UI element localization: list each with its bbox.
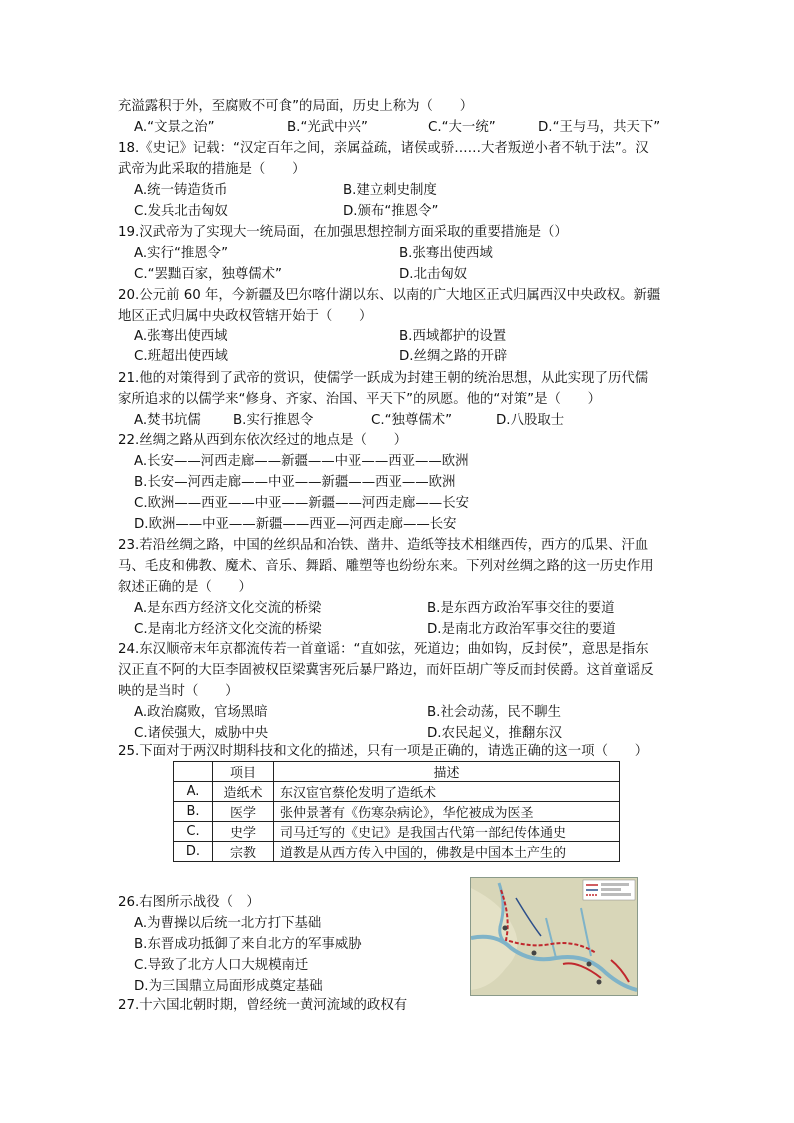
- q26-option-a[interactable]: A.为曹操以后统一北方打下基础: [134, 916, 322, 931]
- q19-option-b[interactable]: B.张骞出使西域: [399, 246, 493, 261]
- table-cell-item: 医学: [213, 802, 274, 822]
- q18-option-a[interactable]: A.统一铸造货币: [134, 183, 228, 198]
- q23-stem-line1: 23.若沿丝绸之路，中国的丝织品和冶铁、凿井、造纸等技术相继西传，西方的瓜果、汗血: [118, 538, 649, 553]
- q24-option-d[interactable]: D.农民起义，推翻东汉: [427, 726, 563, 741]
- table-cell-item: 史学: [213, 822, 274, 842]
- q24-stem-line1: 24.东汉顺帝末年京都流传若一首童谣：“直如弦，死道边；曲如钩，反封侯”，意思是指东: [118, 642, 649, 657]
- q17-option-a[interactable]: A.“文景之治”: [134, 120, 215, 135]
- q22-stem: 22.丝绸之路从西到东依次经过的地点是（ ）: [118, 433, 408, 448]
- q17-option-d[interactable]: D.“王与马，共天下”: [538, 120, 661, 135]
- table-row[interactable]: [174, 802, 620, 822]
- q26-option-d[interactable]: D.为三国鼎立局面形成奠定基础: [134, 979, 323, 994]
- table-header-cell: [174, 762, 213, 782]
- q18-stem-line1: 18.《史记》记载：“汉定百年之间，亲属益疏，诸侯或骄……大者叛逆小者不轨于法”。汉: [118, 141, 649, 156]
- table-header-cell: 描述: [274, 762, 620, 782]
- q25-table: [173, 761, 620, 862]
- q17-option-c[interactable]: C.“大一统”: [428, 120, 496, 135]
- q24-stem-line2: 汉正直不阿的大臣李固被权臣梁冀害死后暴尸路边，而奸臣胡广等反而封侯爵。这首童谣反: [118, 663, 654, 678]
- q23-stem-line2: 马、毛皮和佛教、魔术、音乐、舞蹈、雕塑等也纷纷东来。下列对丝绸之路的这一历史作用: [118, 559, 654, 574]
- table-cell-option: A.: [174, 782, 213, 802]
- table-header-cell: 项目: [213, 762, 274, 782]
- table-cell-description: 张仲景著有《伤寒杂病论》，华佗被成为医圣: [274, 802, 620, 822]
- q26-option-b[interactable]: B.东晋成功抵御了来自北方的军事威胁: [134, 937, 362, 952]
- q19-stem: 19.汉武帝为了实现大一统局面，在加强思想控制方面采取的重要措施是（）: [118, 225, 568, 240]
- q18-stem-line2: 武帝为此采取的措施是（ ）: [118, 162, 306, 177]
- q19-option-a[interactable]: A.实行“推恩令”: [134, 246, 229, 261]
- table-cell-option: C.: [174, 822, 213, 842]
- q22-option-b[interactable]: B.长安—河西走廊——中亚——新疆——西亚——欧洲: [134, 475, 456, 490]
- q18-option-c[interactable]: C.发兵北击匈奴: [134, 204, 228, 219]
- q19-option-c[interactable]: C.“罢黜百家，独尊儒术”: [134, 267, 282, 282]
- table-cell-option: D.: [174, 842, 213, 862]
- q26-option-c[interactable]: C.导致了北方人口大规模南迁: [134, 958, 309, 973]
- table-row[interactable]: [174, 782, 620, 802]
- q24-option-b[interactable]: B.社会动荡，民不聊生: [427, 705, 561, 720]
- q24-stem-line3: 映的是当时（ ）: [118, 684, 239, 699]
- q21-option-a[interactable]: A.焚书坑儒: [134, 413, 201, 428]
- q21-option-b[interactable]: B.实行推恩令: [233, 413, 314, 428]
- battle-map-drawing: [471, 878, 637, 995]
- q17-option-b[interactable]: B.“光武中兴”: [287, 120, 368, 135]
- q21-option-c[interactable]: C.“独尊儒术”: [371, 413, 453, 428]
- q26-stem: 26.右图所示战役（ ）: [118, 895, 260, 910]
- table-row[interactable]: [174, 842, 620, 862]
- table-cell-description: 东汉宦官蔡伦发明了造纸术: [274, 782, 620, 802]
- q24-option-a[interactable]: A.政治腐败，官场黑暗: [134, 705, 268, 720]
- q27-stem: 27.十六国北朝时期，曾经统一黄河流域的政权有: [118, 998, 408, 1013]
- q20-option-b[interactable]: B.西域都护的设置: [399, 329, 507, 344]
- q21-option-d[interactable]: D.八股取士: [496, 413, 565, 428]
- table-header-row: [174, 762, 620, 782]
- table-cell-description: 道教是从西方传入中国的，佛教是中国本土产生的: [274, 842, 620, 862]
- q22-option-d[interactable]: D.欧洲——中亚——新疆——西亚—河西走廊——长安: [134, 517, 457, 532]
- q19-option-d[interactable]: D.北击匈奴: [399, 267, 468, 282]
- q25-stem: 25.下面对于两汉时期科技和文化的描述，只有一项是正确的，请选正确的这一项（ ）: [118, 744, 649, 759]
- q21-stem-line1: 21.他的对策得到了武帝的赏识，使儒学一跃成为封建王朝的统治思想，从此实现了历代儒: [118, 371, 649, 386]
- q24-option-c[interactable]: C.诸侯强大，威胁中央: [134, 726, 269, 741]
- q23-option-b[interactable]: B.是东西方政治军事交往的要道: [427, 601, 615, 616]
- q18-option-d[interactable]: D.颁布“推恩令”: [343, 204, 439, 219]
- q20-option-d[interactable]: D.丝绸之路的开辟: [399, 349, 508, 364]
- q20-stem-line2: 地区正式归属中央政权管辖开始于（ ）: [118, 309, 373, 324]
- q22-option-c[interactable]: C.欧洲——西亚——中亚——新疆——河西走廊——长安: [134, 496, 469, 511]
- q20-option-a[interactable]: A.张骞出使西域: [134, 329, 228, 344]
- q23-stem-line3: 叙述正确的是（ ）: [118, 580, 252, 595]
- q21-stem-line2: 家所追求的以儒学来“修身、齐家、治国、平天下”的夙愿。他的“对策”是（ ）: [118, 392, 602, 407]
- table-cell-item: 宗教: [213, 842, 274, 862]
- table-row[interactable]: [174, 822, 620, 842]
- q23-option-d[interactable]: D.是南北方政治军事交往的要道: [427, 622, 616, 637]
- q17-stem-continued: 充溢露积于外，至腐败不可食”的局面，历史上称为（ ）: [118, 99, 474, 114]
- table-cell-description: 司马迁写的《史记》是我国古代第一部纪传体通史: [274, 822, 620, 842]
- q23-option-c[interactable]: C.是南北方经济文化交流的桥梁: [134, 622, 322, 637]
- q20-option-c[interactable]: C.班超出使西域: [134, 349, 228, 364]
- q18-option-b[interactable]: B.建立刺史制度: [343, 183, 437, 198]
- table-cell-option: B.: [174, 802, 213, 822]
- battle-map-image: [470, 877, 638, 996]
- q20-stem-line1: 20.公元前 60 年，今新疆及巴尔喀什湖以东、以南的广大地区正式归属西汉中央政权。新疆: [118, 288, 661, 303]
- q22-option-a[interactable]: A.长安——河西走廊——新疆——中亚——西亚——欧洲: [134, 454, 469, 469]
- table-cell-item: 造纸术: [213, 782, 274, 802]
- q23-option-a[interactable]: A.是东西方经济文化交流的桥梁: [134, 601, 322, 616]
